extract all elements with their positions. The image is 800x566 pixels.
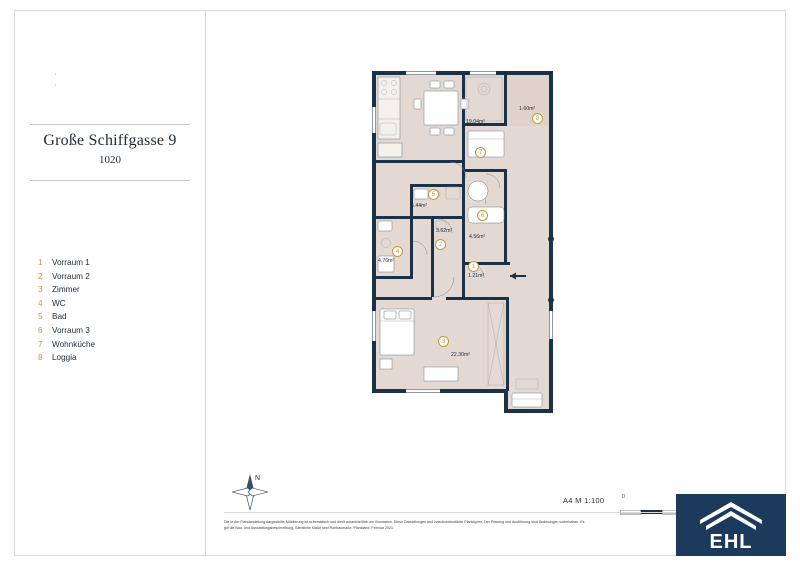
compass-icon <box>228 470 272 514</box>
legend-number: 4 <box>38 298 43 308</box>
list-item <box>38 353 198 367</box>
list-item <box>38 285 198 299</box>
room-badge-7: 7 <box>475 147 486 158</box>
scale-zero-label: 0 <box>622 494 626 500</box>
legend-number: 8 <box>38 353 43 363</box>
tick-mark-1: ' <box>55 74 57 80</box>
list-item <box>38 299 198 313</box>
legend-label: WC <box>52 298 66 308</box>
legend-number: 6 <box>38 325 43 335</box>
legend-number: 5 <box>38 312 43 322</box>
page-title: Große Schiffgasse 9 <box>43 132 177 149</box>
legend-label: Loggia <box>52 353 77 363</box>
area-label-loggia: 1.60m² <box>519 106 536 112</box>
district-code: 1020 <box>99 154 121 166</box>
legend-label: Vorraum 3 <box>52 325 90 335</box>
legend-number: 2 <box>38 271 43 281</box>
floorplan-drawing <box>206 11 785 555</box>
legend-number: 7 <box>38 339 43 349</box>
room-badge-8: 8 <box>532 113 543 124</box>
ehl-logo <box>676 494 786 556</box>
tick-marks <box>55 72 56 94</box>
legend-label: Zimmer <box>52 285 80 295</box>
room-badge-6: 6 <box>477 210 488 221</box>
legend-label: Wohnküche <box>52 339 96 349</box>
room-badge-4: 4 <box>392 246 403 257</box>
legend <box>38 258 198 367</box>
logo-text: EHL <box>709 531 753 553</box>
area-label-wc: 4.76m² <box>378 258 395 264</box>
tick-mark-2: ' <box>55 85 57 91</box>
legend-label: Vorraum 2 <box>52 271 90 281</box>
svg-text:N: N <box>255 475 261 482</box>
scale-label: A4 M 1:100 <box>563 496 605 505</box>
legend-number: 3 <box>38 285 43 295</box>
area-label-bad: 5.44m² <box>411 203 428 209</box>
area-label-zimmer: 22.30m² <box>451 352 471 358</box>
footer-rule <box>224 512 704 513</box>
area-label-vorraum3: 4.56m² <box>469 234 486 240</box>
list-item <box>38 272 198 286</box>
disclaimer-line-1: Die in der Plandarstellung dargestellte Möblierung ist schematisch und dient ausschließlich zur Illustration. Diese Darstellungen und zweckverbindliche Planköpien. Der Planung und Ausführung sind Änderungen vorbehalten. Es <box>224 520 585 524</box>
area-label-wohnkueche: 19.04m² <box>466 119 486 125</box>
list-item <box>38 258 198 272</box>
legend-number: 1 <box>38 258 43 267</box>
list-item <box>38 312 198 326</box>
list-item <box>38 340 198 354</box>
list-item <box>38 326 198 340</box>
room-badge-2: 2 <box>435 239 446 250</box>
room-badge-1: 1 <box>468 261 479 272</box>
disclaimer-text <box>224 519 704 531</box>
room-badge-3: 3 <box>438 336 449 347</box>
area-label-vorraum2: 3.62m² <box>436 228 453 234</box>
disclaimer-line-2: gilt die Bau- und Ausstattungsbeschreibung. Sämtliche Maße sind Rohbaumaße. Planstand: Februar 2021 <box>224 526 394 530</box>
area-label-vorraum1: 1.21m² <box>468 273 485 279</box>
room-badge-5: 5 <box>428 189 439 200</box>
title-rule-bottom <box>30 180 190 181</box>
title-rule-top <box>30 124 190 125</box>
legend-label: Vorraum 1 <box>52 258 90 267</box>
legend-label: Bad <box>52 312 67 322</box>
